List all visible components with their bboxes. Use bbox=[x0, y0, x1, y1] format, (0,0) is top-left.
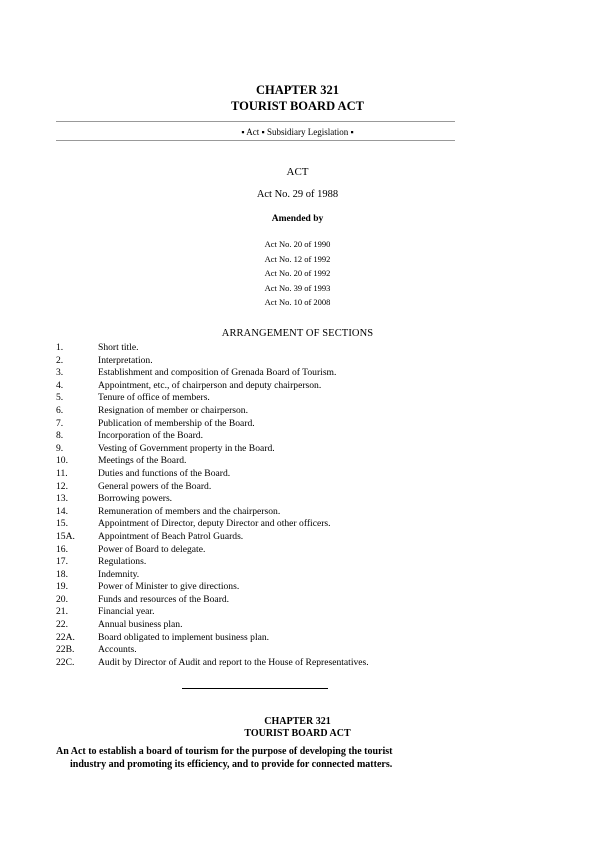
section-number: 6. bbox=[56, 404, 64, 416]
top-rule bbox=[56, 121, 455, 122]
section-row[interactable] bbox=[56, 518, 476, 531]
section-row[interactable] bbox=[56, 531, 476, 544]
section-title: Establishment and composition of Grenada Board of Tourism. bbox=[98, 367, 337, 379]
section-number: 13. bbox=[56, 493, 68, 505]
subsidiary-legislation-link[interactable]: Subsidiary Legislation bbox=[266, 127, 349, 137]
section-number: 8. bbox=[56, 430, 64, 442]
section-row[interactable] bbox=[56, 418, 476, 431]
body-chapter-heading bbox=[0, 716, 595, 740]
bullet-icon: ▪ bbox=[350, 127, 354, 137]
section-title: Board obligated to implement business plan. bbox=[98, 631, 270, 643]
amendment-item: Act No. 10 of 2008 bbox=[264, 297, 331, 307]
section-number: 19. bbox=[56, 581, 68, 593]
section-title: General powers of the Board. bbox=[98, 480, 212, 492]
section-number: 21. bbox=[56, 606, 68, 618]
section-title: Appointment of Director, deputy Director and other officers. bbox=[98, 518, 331, 530]
section-number: 12. bbox=[56, 480, 68, 492]
section-title: Remuneration of members and the chairperson. bbox=[98, 505, 281, 517]
section-row[interactable] bbox=[56, 342, 476, 355]
section-row[interactable] bbox=[56, 594, 476, 607]
bottom-rule bbox=[56, 140, 455, 141]
chapter-number: CHAPTER 321 bbox=[256, 83, 339, 97]
section-number: 15. bbox=[56, 518, 68, 530]
section-title: Interpretation. bbox=[98, 354, 153, 366]
section-number: 3. bbox=[56, 367, 64, 379]
section-row[interactable] bbox=[56, 380, 476, 393]
body-act-title: TOURIST BOARD ACT bbox=[244, 728, 351, 739]
section-title: Power of Board to delegate. bbox=[98, 543, 206, 555]
section-number: 14. bbox=[56, 505, 68, 517]
section-number: 22. bbox=[56, 619, 68, 631]
section-number: 22B. bbox=[56, 644, 75, 656]
act-label: ACT bbox=[286, 166, 309, 178]
section-title: Meetings of the Board. bbox=[98, 455, 187, 467]
section-number: 15A. bbox=[56, 530, 75, 542]
section-title: Annual business plan. bbox=[98, 619, 183, 631]
section-row[interactable] bbox=[56, 544, 476, 557]
legislation-links-bar bbox=[0, 126, 595, 138]
section-title: Incorporation of the Board. bbox=[98, 430, 203, 442]
amendment-item: Act No. 39 of 1993 bbox=[264, 282, 331, 293]
section-title: Audit by Director of Audit and report to the House of Representatives. bbox=[98, 656, 369, 668]
section-title: Tenure of office of members. bbox=[98, 392, 210, 404]
section-number: 5. bbox=[56, 392, 64, 404]
section-number: 10. bbox=[56, 455, 68, 467]
section-row[interactable] bbox=[56, 493, 476, 506]
chapter-heading bbox=[0, 82, 595, 114]
section-row[interactable] bbox=[56, 619, 476, 632]
section-title: Indemnity. bbox=[98, 568, 140, 580]
section-row[interactable] bbox=[56, 367, 476, 380]
section-title: Appointment, etc., of chairperson and deputy chairperson. bbox=[98, 379, 322, 391]
section-row[interactable] bbox=[56, 569, 476, 582]
section-divider bbox=[182, 688, 328, 689]
section-title: Regulations. bbox=[98, 556, 147, 568]
section-number: 4. bbox=[56, 379, 64, 391]
section-row[interactable] bbox=[56, 405, 476, 418]
section-row[interactable] bbox=[56, 606, 476, 619]
section-row[interactable] bbox=[56, 644, 476, 657]
act-link[interactable]: Act bbox=[246, 127, 260, 137]
section-row[interactable] bbox=[56, 481, 476, 494]
section-number: 22C. bbox=[56, 656, 75, 668]
bullet-icon: ▪ bbox=[241, 127, 245, 137]
section-row[interactable] bbox=[56, 392, 476, 405]
section-title: Resignation of member or chairperson. bbox=[98, 404, 248, 416]
section-row[interactable] bbox=[56, 581, 476, 594]
section-title: Financial year. bbox=[98, 606, 155, 618]
section-row[interactable] bbox=[56, 355, 476, 368]
amendment-item: Act No. 20 of 1992 bbox=[264, 268, 331, 278]
section-number: 11. bbox=[56, 467, 68, 479]
section-title: Borrowing powers. bbox=[98, 493, 173, 505]
section-number: 22A. bbox=[56, 631, 75, 643]
long-title-line: industry and promoting its efficiency, and to provide for connected matters. bbox=[70, 759, 393, 770]
section-title: Publication of membership of the Board. bbox=[98, 417, 255, 429]
section-row[interactable] bbox=[56, 443, 476, 456]
amended-by-title: Amended by bbox=[271, 214, 324, 224]
bullet-icon: ▪ bbox=[261, 127, 265, 137]
long-title-line: An Act to establish a board of tourism for the purpose of developing the tourist bbox=[56, 746, 393, 757]
section-number: 20. bbox=[56, 593, 68, 605]
section-row[interactable] bbox=[56, 632, 476, 645]
section-title: Funds and resources of the Board. bbox=[98, 593, 230, 605]
section-title: Short title. bbox=[98, 342, 139, 353]
section-row[interactable] bbox=[56, 468, 476, 481]
section-row[interactable] bbox=[56, 455, 476, 468]
section-row[interactable] bbox=[56, 556, 476, 569]
section-title: Accounts. bbox=[98, 644, 137, 656]
act-number: Act No. 29 of 1988 bbox=[256, 189, 339, 200]
section-row[interactable] bbox=[56, 657, 476, 670]
section-title: Power of Minister to give directions. bbox=[98, 581, 240, 593]
long-title bbox=[56, 745, 458, 771]
sections-list bbox=[56, 342, 476, 669]
amendment-item: Act No. 12 of 1992 bbox=[264, 253, 331, 264]
amendment-item: Act No. 20 of 1990 bbox=[264, 239, 331, 249]
section-number: 1. bbox=[56, 342, 64, 353]
section-title: Appointment of Beach Patrol Guards. bbox=[98, 530, 244, 542]
arrangement-title: ARRANGEMENT OF SECTIONS bbox=[221, 328, 374, 339]
amendments-list bbox=[0, 237, 595, 310]
section-title: Vesting of Government property in the Board. bbox=[98, 442, 275, 454]
section-row[interactable] bbox=[56, 430, 476, 443]
section-row[interactable] bbox=[56, 506, 476, 519]
body-chapter-number: CHAPTER 321 bbox=[264, 716, 331, 727]
section-number: 9. bbox=[56, 442, 64, 454]
act-title: TOURIST BOARD ACT bbox=[231, 99, 364, 113]
section-number: 7. bbox=[56, 417, 64, 429]
section-title: Duties and functions of the Board. bbox=[98, 467, 231, 479]
section-number: 2. bbox=[56, 354, 64, 366]
section-number: 16. bbox=[56, 543, 68, 555]
section-number: 17. bbox=[56, 556, 68, 568]
section-number: 18. bbox=[56, 568, 68, 580]
